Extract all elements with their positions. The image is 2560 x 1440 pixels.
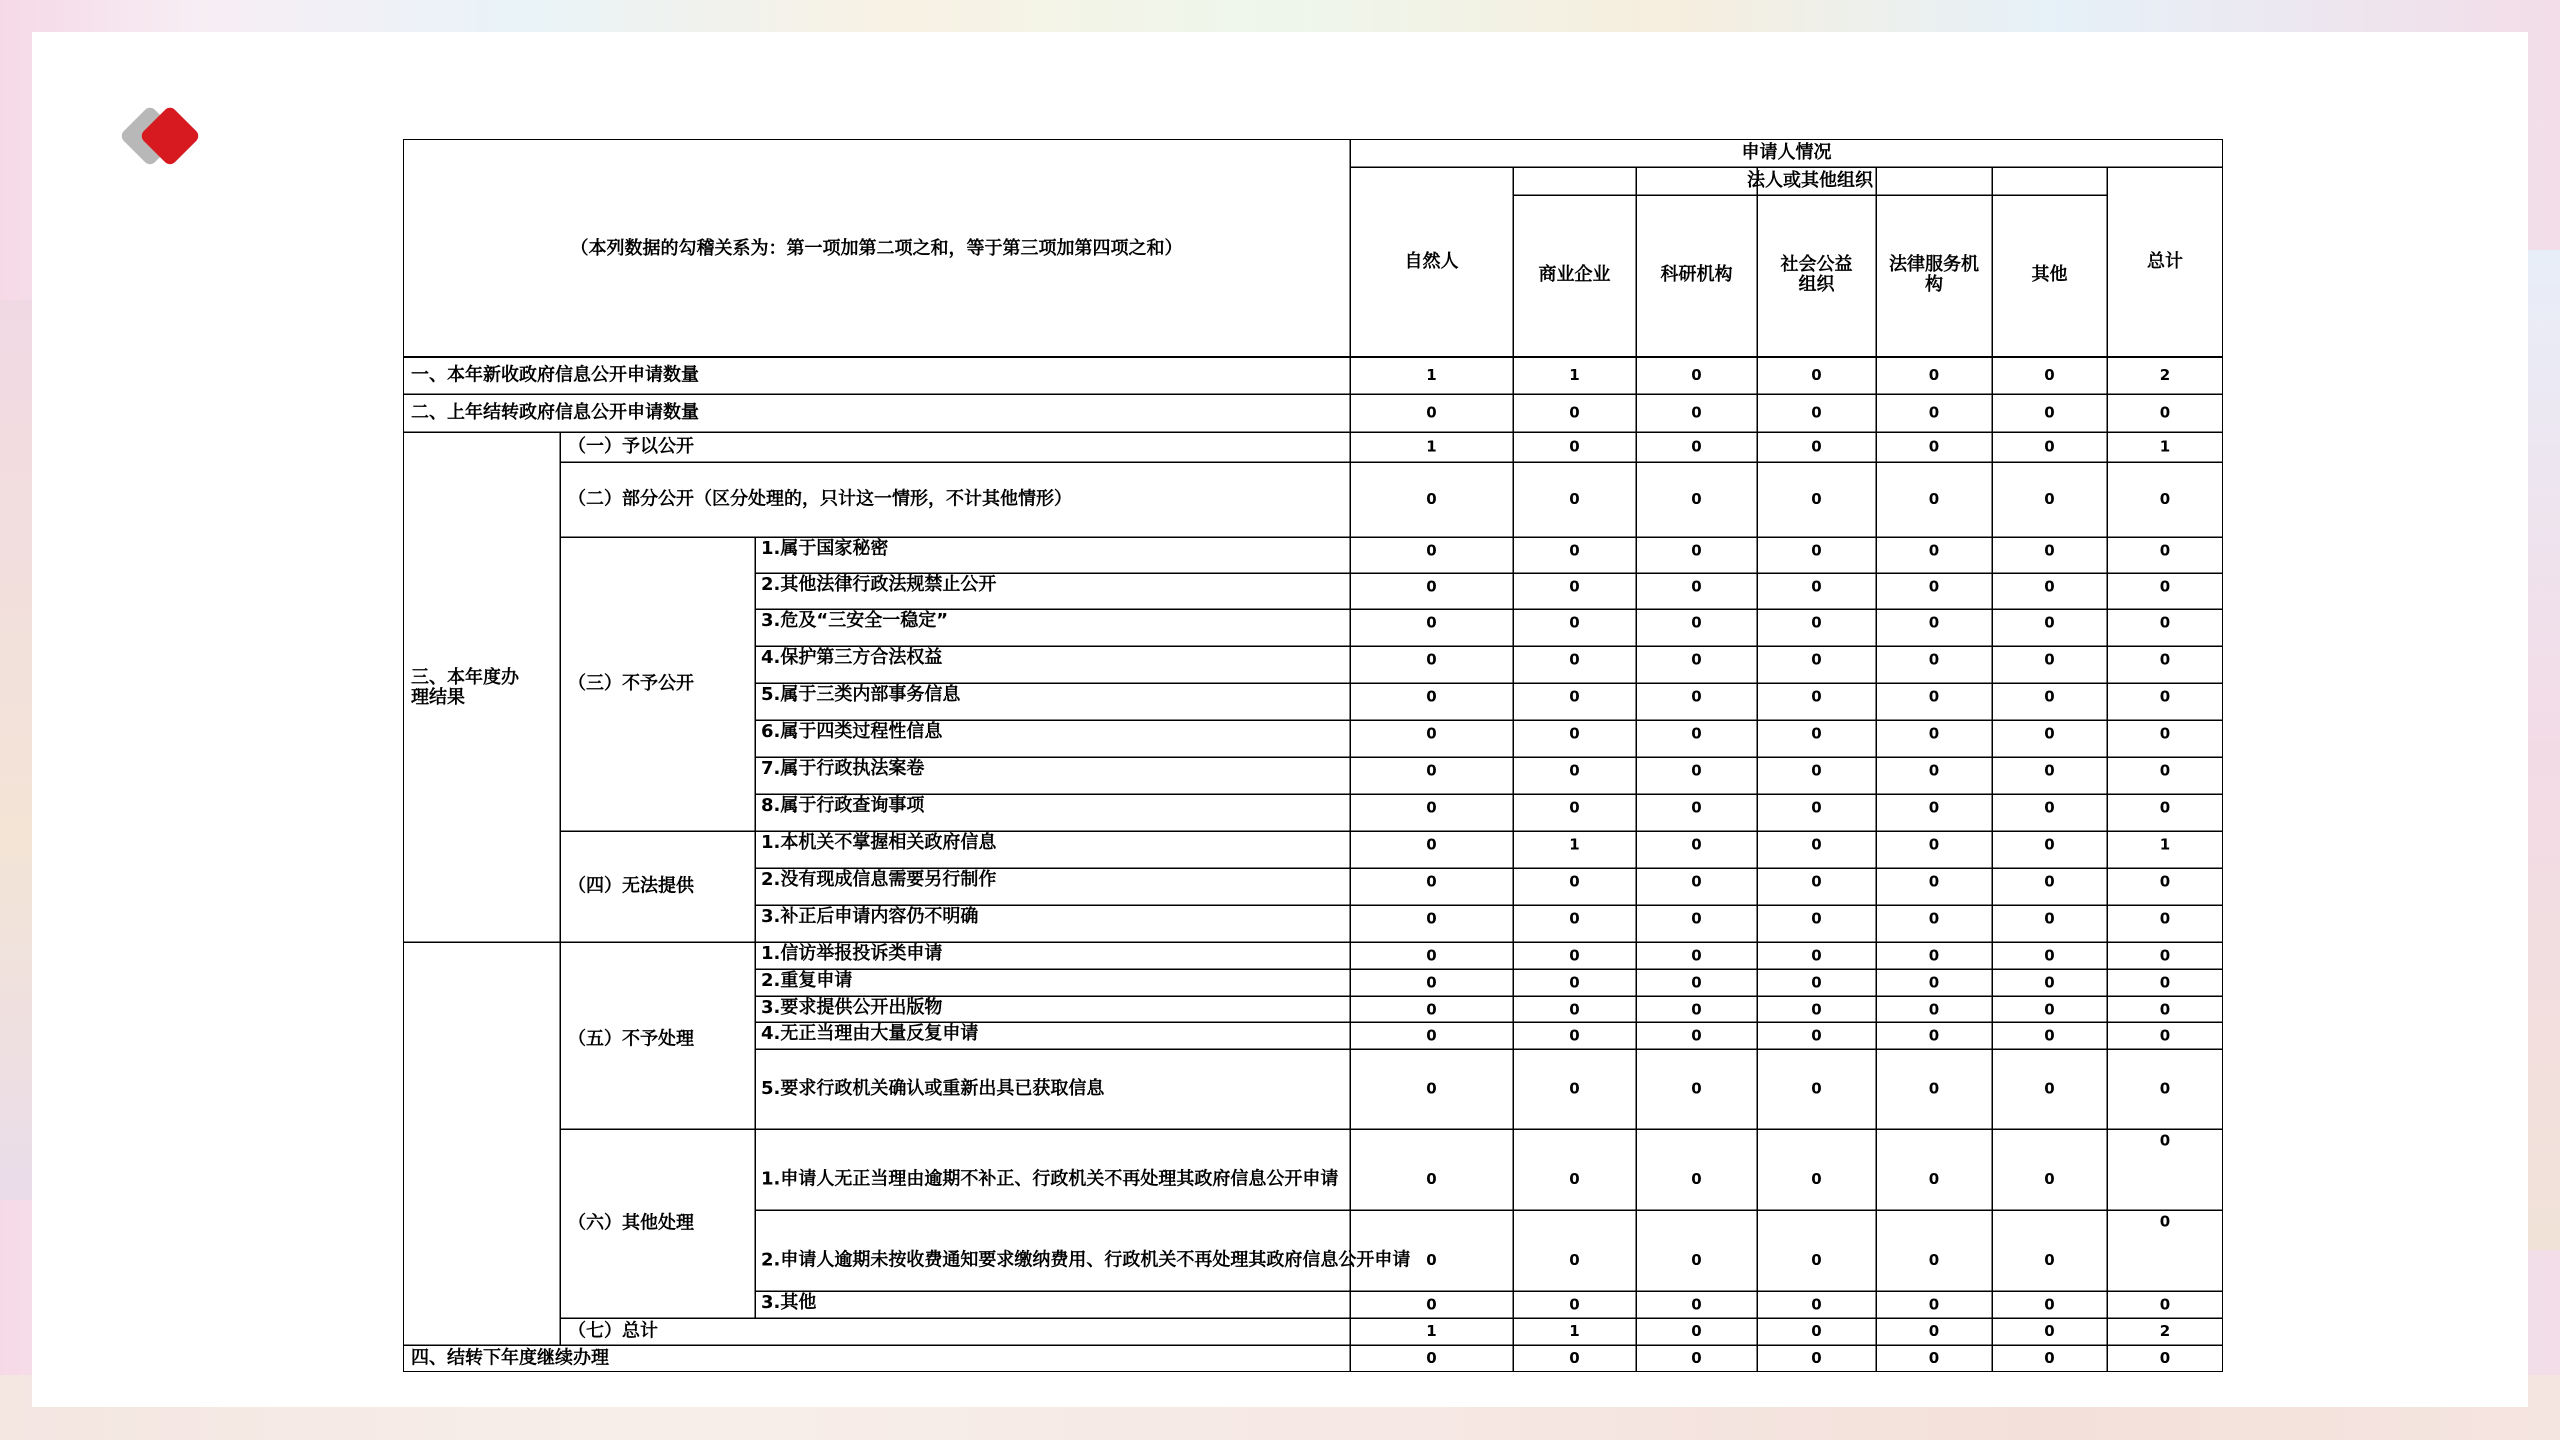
value-cell: 0 [2044,1026,2055,1045]
row-label: 1.本机关不掌握相关政府信息 [761,832,997,853]
col-header: 法律服务机构 [1889,254,1979,295]
value-cell: 0 [1811,613,1822,632]
value-cell: 0 [1811,946,1822,965]
value-cell: 0 [2159,872,2171,891]
value-cell: 0 [2044,541,2055,560]
value-cell: 0 [1569,687,1580,706]
value-cell: 0 [1811,490,1822,508]
value-cell: 0 [1928,1295,1940,1314]
value-cell: 0 [1569,724,1580,743]
value-cell: 1 [1426,1322,1437,1340]
col-header: 科研机构 [1660,264,1733,285]
value-cell: 0 [2044,687,2055,706]
value-cell: 0 [1928,687,1940,706]
value-cell: 0 [1426,1251,1437,1269]
value-cell: 0 [2044,1349,2055,1367]
value-cell: 0 [1811,1000,1822,1019]
value-cell: 0 [1691,835,1702,854]
value-cell: 0 [2159,613,2171,632]
value-cell: 0 [1691,650,1702,669]
value-cell: 0 [1928,1000,1940,1019]
value-cell: 0 [1691,1295,1702,1314]
row-label: 2.申请人逾期未按收费通知要求缴纳费用、行政机关不再处理其政府信息公开申请 [761,1249,1411,1271]
value-cell: 0 [2044,1079,2055,1098]
value-cell: 0 [1811,909,1822,928]
value-cell: 0 [1569,650,1580,669]
value-cell: 0 [2044,1322,2055,1340]
value-cell: 0 [1569,1170,1580,1188]
value-cell: 0 [1928,577,1940,596]
row-label: 8.属于行政查询事项 [761,795,925,816]
value-cell: 0 [2159,1212,2171,1231]
value-cell: 0 [1426,872,1437,891]
value-cell: 0 [2159,541,2171,560]
value-cell: 0 [1569,973,1580,992]
value-cell: 0 [1811,403,1822,422]
value-cell: 0 [2159,1295,2171,1314]
value-cell: 0 [1569,577,1580,596]
value-cell: 1 [1569,835,1580,854]
section-label: 三、本年度办理结果 [411,667,519,708]
value-cell: 0 [1928,1026,1940,1045]
value-cell: 0 [1569,946,1580,965]
row-label: 1.属于国家秘密 [761,538,889,559]
value-cell: 0 [1691,541,1702,560]
value-cell: 0 [1811,1079,1822,1098]
value-cell: 0 [1691,761,1702,780]
value-cell: 0 [1811,1251,1822,1269]
value-cell: 0 [2159,1079,2171,1098]
value-cell: 0 [1811,761,1822,780]
value-cell: 0 [1426,909,1437,928]
value-cell: 0 [1691,1349,1702,1367]
value-cell: 0 [1426,541,1437,560]
value-cell: 0 [2044,761,2055,780]
value-cell: 0 [1569,1349,1580,1367]
value-cell: 0 [1928,650,1940,669]
value-cell: 0 [1569,490,1580,508]
value-cell: 0 [1811,1026,1822,1045]
value-cell: 0 [1569,798,1580,817]
value-cell: 0 [1569,872,1580,891]
value-cell: 0 [1426,946,1437,965]
value-cell: 0 [1569,1079,1580,1098]
value-cell: 0 [1691,687,1702,706]
value-cell: 0 [2159,761,2171,780]
value-cell: 0 [1811,1322,1822,1340]
value-cell: 0 [1426,650,1437,669]
value-cell: 0 [1426,1026,1437,1045]
value-cell: 0 [1928,973,1940,992]
value-cell: 0 [1426,724,1437,743]
value-cell: 0 [1569,437,1580,456]
diamond-logo-icon [110,96,220,176]
value-cell: 2 [2159,1322,2171,1340]
value-cell: 0 [1426,1349,1437,1367]
value-cell: 0 [1928,761,1940,780]
value-cell: 0 [2159,973,2171,992]
value-cell: 0 [1691,490,1702,508]
value-cell: 0 [1569,1000,1580,1019]
value-cell: 0 [1691,613,1702,632]
value-cell: 0 [1811,724,1822,743]
row-label: 2.没有现成信息需要另行制作 [761,869,997,890]
value-cell: 0 [2159,650,2171,669]
value-cell: 0 [1569,541,1580,560]
value-cell: 0 [1811,973,1822,992]
value-cell: 0 [1928,403,1940,422]
row-label: （七）总计 [568,1320,658,1342]
value-cell: 0 [1426,973,1437,992]
col-header: 总计 [2147,251,2183,272]
row-label: 3.危及“三安全一稳定” [761,610,949,631]
value-cell: 0 [1691,437,1702,456]
row-label: 四、结转下年度继续办理 [411,1347,609,1369]
value-cell: 0 [1691,724,1702,743]
row-label: 3.要求提供公开出版物 [761,997,943,1018]
value-cell: 0 [1691,872,1702,891]
row-label: 3.补正后申请内容仍不明确 [761,906,979,927]
group-label: （三）不予公开 [568,673,694,694]
value-cell: 0 [1928,366,1940,384]
value-cell: 0 [1811,798,1822,817]
value-cell: 0 [1426,687,1437,706]
value-cell: 0 [1426,761,1437,780]
value-cell: 0 [1811,541,1822,560]
value-cell: 0 [1811,687,1822,706]
value-cell: 0 [1811,872,1822,891]
value-cell: 0 [1426,577,1437,596]
value-cell: 0 [1928,1349,1940,1367]
value-cell: 0 [2044,650,2055,669]
value-cell: 0 [2044,577,2055,596]
value-cell: 0 [1928,946,1940,965]
value-cell: 0 [2044,1170,2055,1188]
value-cell: 0 [1928,490,1940,508]
value-cell: 0 [2044,403,2055,422]
value-cell: 0 [1426,798,1437,817]
value-cell: 1 [1426,437,1437,456]
col-header: 商业企业 [1538,264,1611,285]
value-cell: 0 [1811,366,1822,384]
row-label: 7.属于行政执法案卷 [761,758,925,779]
value-cell: 0 [2159,403,2171,422]
value-cell: 0 [2044,798,2055,817]
row-label: 二、上年结转政府信息公开申请数量 [411,402,699,423]
value-cell: 0 [2159,490,2171,508]
value-cell: 0 [2159,909,2171,928]
row-label: 1.信访举报投诉类申请 [761,943,943,964]
value-cell: 0 [1691,798,1702,817]
value-cell: 0 [1426,490,1437,508]
disclosure-table [403,139,2223,1372]
value-cell: 0 [2159,1026,2171,1045]
value-cell: 0 [2044,872,2055,891]
value-cell: 0 [1691,909,1702,928]
value-cell: 0 [1928,541,1940,560]
col-header: 自然人 [1404,251,1459,272]
row-label: （一）予以公开 [568,436,694,457]
row-label: 1.申请人无正当理由逾期不补正、行政机关不再处理其政府信息公开申请 [761,1168,1339,1190]
row-label: 2.重复申请 [761,970,853,991]
row-label: 2.其他法律行政法规禁止公开 [761,574,997,595]
value-cell: 0 [1691,1026,1702,1045]
value-cell: 0 [1569,613,1580,632]
value-cell: 0 [1691,403,1702,422]
value-cell: 0 [2044,437,2055,456]
value-cell: 1 [1426,366,1437,384]
value-cell: 0 [1928,872,1940,891]
value-cell: 0 [2044,1000,2055,1019]
row-label: 5.属于三类内部事务信息 [761,684,961,705]
value-cell: 0 [1426,613,1437,632]
value-cell: 0 [2044,946,2055,965]
value-cell: 0 [1928,1079,1940,1098]
row-label: 5.要求行政机关确认或重新出具已获取信息 [761,1078,1105,1099]
value-cell: 0 [2044,613,2055,632]
value-cell: 0 [2044,490,2055,508]
col-header: 社会公益组织 [1780,254,1853,295]
value-cell: 0 [2044,724,2055,743]
value-cell: 0 [1691,366,1702,384]
value-cell: 0 [1426,403,1437,422]
value-cell: 0 [2159,798,2171,817]
value-cell: 0 [2044,1251,2055,1269]
value-cell: 0 [1928,1251,1940,1269]
value-cell: 0 [1691,1322,1702,1340]
value-cell: 0 [1811,650,1822,669]
value-cell: 0 [2159,1131,2171,1150]
value-cell: 0 [2159,1000,2171,1019]
value-cell: 0 [1928,909,1940,928]
row-label: 4.保护第三方合法权益 [761,647,943,668]
row-label: 3.其他 [761,1292,817,1313]
value-cell: 0 [2044,909,2055,928]
value-cell: 0 [1569,1295,1580,1314]
value-cell: 0 [2044,835,2055,854]
value-cell: 0 [1691,577,1702,596]
value-cell: 0 [1426,1000,1437,1019]
value-cell: 0 [1569,909,1580,928]
reconcile-note: （本列数据的勾稽关系为：第一项加第二项之和，等于第三项加第四项之和） [570,238,1183,259]
value-cell: 0 [2044,1295,2055,1314]
row-label: 6.属于四类过程性信息 [761,721,943,742]
applicant-header: 申请人情况 [1741,142,1832,163]
value-cell: 0 [1928,724,1940,743]
value-cell: 2 [2159,366,2171,384]
value-cell: 0 [1569,761,1580,780]
value-cell: 0 [1811,437,1822,456]
value-cell: 0 [1811,1349,1822,1367]
group-label: （五）不予处理 [568,1028,694,1050]
value-cell: 0 [1691,1170,1702,1188]
value-cell: 0 [1691,973,1702,992]
value-cell: 0 [1928,1170,1940,1188]
value-cell: 1 [1569,366,1580,384]
value-cell: 0 [1691,1251,1702,1269]
value-cell: 0 [1928,835,1940,854]
value-cell: 0 [1811,577,1822,596]
group-label: （四）无法提供 [568,875,694,897]
value-cell: 0 [1426,835,1437,854]
value-cell: 0 [1691,1079,1702,1098]
value-cell: 0 [2159,724,2171,743]
value-cell: 0 [1811,1170,1822,1188]
value-cell: 0 [1928,613,1940,632]
col-header: 其他 [2031,264,2068,285]
value-cell: 0 [1569,1026,1580,1045]
value-cell: 0 [1426,1079,1437,1098]
value-cell: 0 [2159,577,2171,596]
value-cell: 0 [2159,1349,2171,1367]
row-label: 一、本年新收政府信息公开申请数量 [411,364,699,386]
value-cell: 0 [1569,1251,1580,1269]
value-cell: 0 [2044,366,2055,384]
value-cell: 0 [1426,1170,1437,1188]
value-cell: 1 [1569,1322,1580,1340]
value-cell: 0 [2159,687,2171,706]
value-cell: 0 [1811,1295,1822,1314]
value-cell: 0 [1928,437,1940,456]
value-cell: 0 [1928,798,1940,817]
group-label: （六）其他处理 [568,1212,694,1234]
value-cell: 1 [2159,835,2171,854]
row-label: （二）部分公开（区分处理的，只计这一情形，不计其他情形） [568,488,1072,510]
value-cell: 1 [2159,437,2171,456]
value-cell: 0 [1569,403,1580,422]
value-cell: 0 [1426,1295,1437,1314]
row-label: 4.无正当理由大量反复申请 [761,1023,979,1044]
legal-group-header: 法人或其他组织 [1747,170,1873,191]
value-cell: 0 [1928,1322,1940,1340]
value-cell: 0 [1691,1000,1702,1019]
value-cell: 0 [2044,973,2055,992]
value-cell: 0 [1691,946,1702,965]
value-cell: 0 [1811,835,1822,854]
value-cell: 0 [2159,946,2171,965]
